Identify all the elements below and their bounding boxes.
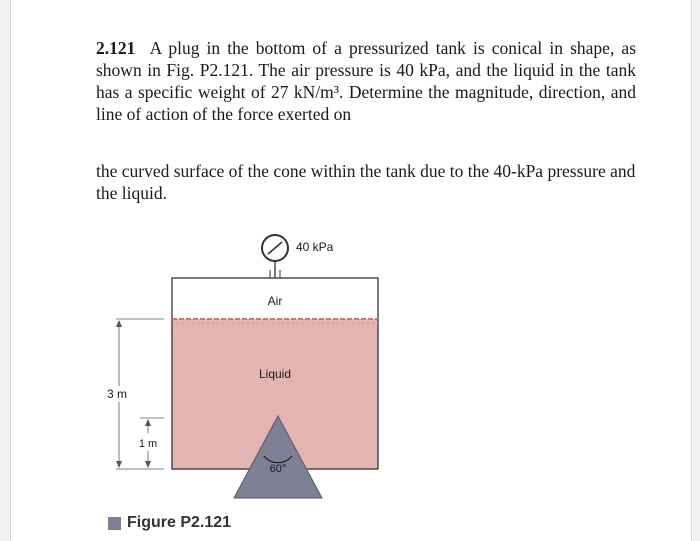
dim-1m-label: 1 m: [138, 438, 158, 450]
dim-1m-arrow-bottom: [145, 461, 151, 468]
dim-1m-arrow-top: [145, 419, 151, 426]
problem-text-part1: A plug in the bottom of a pressurized tank is conical in shape, as shown in Fig. P2.121. The air pressure is 40 kPa, and the liquid in the tank has a specific weight of 27 kN/m³. Determine the magnitude, direction, and line of action of the force exerted on: [96, 38, 636, 124]
problem-paragraph-2: the curved surface of the cone within the tank due to the 40-kPa pressure and the liquid.: [96, 161, 636, 203]
figure-caption-text: Figure P2.121: [127, 514, 232, 531]
dim-3m-label: 3 m: [106, 387, 128, 401]
problem-number: 2.121: [96, 38, 136, 58]
dim-3m-arrow-top: [116, 320, 122, 327]
dim-3m-arrow-bottom: [116, 461, 122, 468]
figure-caption: [108, 514, 231, 532]
gauge-pressure-label: 40 kPa: [296, 240, 334, 254]
liquid-label: Liquid: [258, 367, 292, 381]
cone-angle-label: 60°: [269, 463, 287, 475]
air-label: Air: [267, 294, 283, 308]
caption-square-icon: [108, 517, 121, 530]
